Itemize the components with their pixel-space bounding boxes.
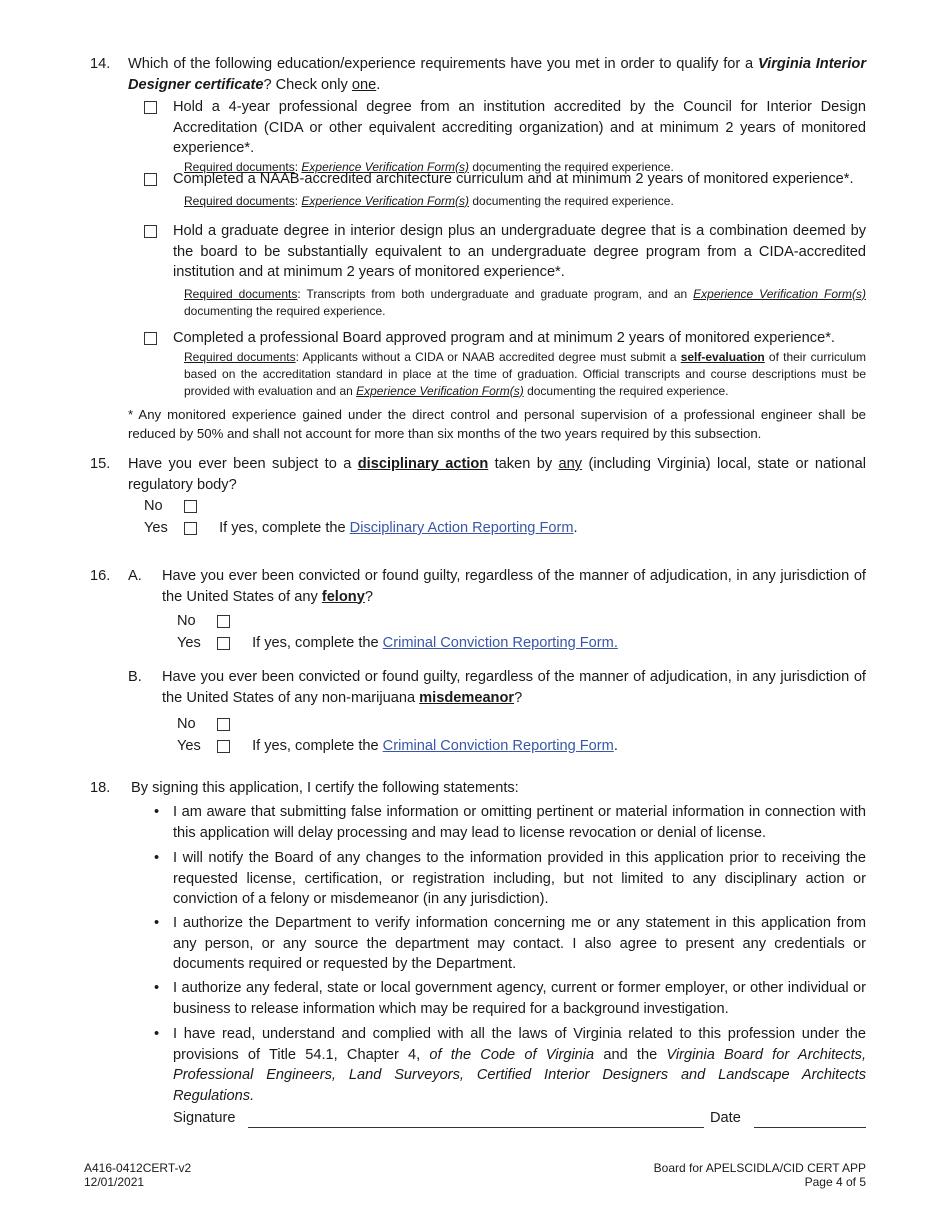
bullet-icon: • bbox=[154, 980, 160, 996]
q16a-yes-row bbox=[177, 633, 618, 654]
question-text: Have you ever been convicted or found guilty, regardless of the manner of adjudication, in any jurisdiction of the United States of any non-marijuana misdemeanor? bbox=[162, 669, 866, 706]
yes-label: Yes bbox=[177, 738, 201, 754]
no-label: No bbox=[144, 498, 163, 514]
question-text: Which of the following education/experience requirements have you met in order to qualify for a Virginia Interior Designer certificate? Check only one. bbox=[128, 56, 866, 93]
option-text: Completed a professional Board approved program and at minimum 2 years of monitored experience*. bbox=[173, 330, 835, 346]
question-number: 14. bbox=[90, 56, 111, 72]
q16a-no-checkbox[interactable] bbox=[217, 615, 230, 628]
q14-option-3-checkbox[interactable] bbox=[144, 225, 157, 238]
criminal-conviction-form-link[interactable]: Criminal Conviction Reporting Form bbox=[382, 738, 614, 754]
page-number: Page 4 of 5 bbox=[804, 1175, 866, 1189]
required-documents: Required documents: Experience Verification Form(s) documenting the required experience. bbox=[184, 159, 674, 174]
part-letter: A. bbox=[128, 568, 142, 584]
option-text: Completed a NAAB-accredited architecture curriculum and at minimum 2 years of monitored experience*. bbox=[173, 171, 854, 187]
q15-no-row bbox=[144, 496, 197, 517]
q14-option-1 bbox=[144, 97, 866, 176]
footer-left bbox=[84, 1161, 191, 1189]
question-14 bbox=[90, 54, 866, 95]
signature-field[interactable] bbox=[248, 1127, 704, 1128]
q16b-yes-row: Yes If yes, complete the Criminal Conviction Reporting Form. bbox=[177, 736, 618, 757]
date-field[interactable] bbox=[754, 1127, 866, 1128]
question-number: 16. bbox=[90, 568, 111, 584]
certify-bullet: • I am aware that submitting false information or omitting pertinent or material information in connection with this application will delay processing and may lead to license revocation or denial of license. bbox=[154, 804, 866, 841]
certify-bullet: • I will notify the Board of any changes to the information provided in this application prior to receiving the requested license, certification, or registration including, but not limited to any disciplinary action or conviction of a felony or misdemeanor (in any jurisdiction). bbox=[154, 850, 866, 907]
q14-option-3 bbox=[144, 221, 866, 320]
required-documents: Required documents: Transcripts from both undergraduate and graduate program, and an Experience Verification Form(s) documenting the required experience. bbox=[184, 286, 867, 318]
board-name: Board for APELSCIDLA/CID CERT APP bbox=[653, 1161, 866, 1175]
if-yes-text: If yes, complete the bbox=[252, 738, 383, 754]
question-15 bbox=[90, 454, 866, 495]
q15-no-checkbox[interactable] bbox=[184, 500, 197, 513]
no-label: No bbox=[177, 613, 196, 629]
q14-option-4 bbox=[144, 328, 866, 400]
no-label: No bbox=[177, 716, 196, 732]
q15-yes-checkbox[interactable] bbox=[184, 522, 197, 535]
question-text: Have you ever been convicted or found guilty, regardless of the manner of adjudication, in any jurisdiction of the United States of any felony? bbox=[162, 568, 866, 605]
yes-label: Yes bbox=[177, 635, 201, 651]
signature-label: Signature bbox=[173, 1110, 236, 1126]
part-letter: B. bbox=[128, 669, 142, 685]
q14-option-2 bbox=[144, 169, 866, 210]
q16a-yes-checkbox[interactable] bbox=[217, 637, 230, 650]
form-id: A416-0412CERT-v2 bbox=[84, 1161, 192, 1175]
certify-bullet: • I have read, understand and complied with all the laws of Virginia related to this profession under the provisions of Title 54.1, Chapter 4, of the Code of Virginia and the Virginia Board for Architects, Professional Engineers, Land Surveyors, Certified Interior Designers and Landscape Architects Regulations. bbox=[154, 1026, 866, 1104]
question-text: By signing this application, I certify the following statements: bbox=[131, 780, 519, 796]
q16b-yes-checkbox[interactable] bbox=[217, 740, 230, 753]
q14-option-1-checkbox[interactable] bbox=[144, 101, 157, 114]
q14-option-2-checkbox[interactable] bbox=[144, 173, 157, 186]
if-yes-text: If yes, complete the bbox=[252, 635, 383, 651]
yes-label: Yes bbox=[144, 520, 168, 536]
bullet-icon: • bbox=[154, 915, 160, 931]
form-date: 12/01/2021 bbox=[84, 1175, 145, 1189]
question-number: 18. bbox=[90, 780, 111, 796]
required-documents: Required documents: Applicants without a CIDA or NAAB accredited degree must submit a self-evaluation of their curriculum based on the accreditation standard in place at the time of graduation. Official transcripts and course descriptions must be provided with evaluation and an Experience Verification Form(s) documenting the required experience. bbox=[184, 349, 866, 398]
criminal-conviction-form-link[interactable]: Criminal Conviction Reporting Form. bbox=[382, 635, 618, 651]
if-yes-text: If yes, complete the bbox=[219, 520, 350, 536]
experience-note: * Any monitored experience gained under the direct control and personal supervision of a professional engineer shall be reduced by 50% and shall not account for more than six months of the two years required by this subsection. bbox=[128, 407, 866, 441]
disciplinary-action-form-link[interactable]: Disciplinary Action Reporting Form bbox=[349, 520, 574, 536]
certify-bullet: • I authorize any federal, state or local government agency, current or former employer, or other individual or business to release information which may be required for a background investigation. bbox=[154, 980, 866, 1017]
footer-right bbox=[654, 1161, 866, 1189]
question-16a bbox=[90, 566, 866, 607]
question-18 bbox=[90, 778, 866, 799]
q16a-no-row bbox=[177, 611, 230, 632]
date-label: Date bbox=[710, 1110, 741, 1126]
option-text: Hold a 4-year professional degree from an institution accredited by the Council for Interior Design Accreditation (CIDA or other equivalent accrediting organization) and at minimum 2 years of monitored experience*. bbox=[173, 99, 866, 156]
q14-option-4-checkbox[interactable] bbox=[144, 332, 157, 345]
bullet-icon: • bbox=[154, 850, 160, 866]
q16b-no-row bbox=[177, 714, 230, 735]
bullet-icon: • bbox=[154, 804, 160, 820]
question-text: Have you ever been subject to a disciplinary action taken by any (including Virginia) local, state or national regulatory body? bbox=[128, 456, 866, 493]
q15-yes-row: Yes If yes, complete the Disciplinary Action Reporting Form. bbox=[144, 518, 578, 539]
certify-bullet: • I authorize the Department to verify information concerning me or any statement in this application from any person, or any source the department may contact. I also agree to present any credentials or documents required or requested by the Department. bbox=[154, 915, 866, 972]
required-documents: Required documents: Experience Verification Form(s) documenting the required experience. bbox=[184, 193, 674, 208]
q16b-no-checkbox[interactable] bbox=[217, 718, 230, 731]
bullet-icon: • bbox=[154, 1026, 160, 1042]
question-number: 15. bbox=[90, 456, 111, 472]
question-16b bbox=[90, 667, 866, 708]
option-text: Hold a graduate degree in interior design plus an undergraduate degree that is a combination deemed by the board to be substantially equivalent to an undergraduate degree program from a CIDA-accredited institution and at minimum 2 years of monitored experience*. bbox=[173, 223, 866, 280]
